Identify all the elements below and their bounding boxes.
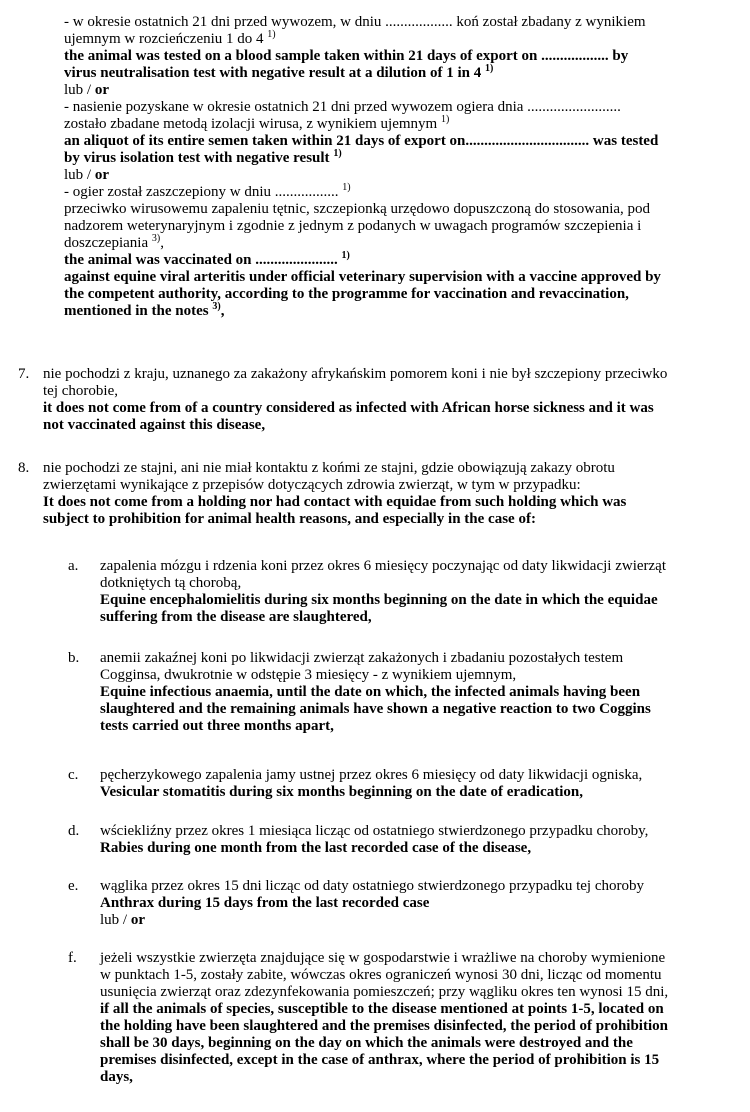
text-line: Anthrax during 15 days from the last recorded case [100,895,430,911]
clause-7-african-horse-sickness [18,366,740,434]
text-line: against equine viral arteritis under official veterinary supervision with a vaccine approved by [64,269,661,285]
clause-8b-infectious-anaemia [68,650,740,735]
text-line: It does not come from a holding nor had contact with equidae from such holding which was [43,494,627,510]
clause-8-holding-prohibition [18,460,740,528]
text-line: Cogginsa, dwukrotnie w odstępie 3 miesięcy - z wynikiem ujemnym, [100,667,517,683]
text-line: tests carried out three months apart, [100,718,334,734]
text-line: the holding have been slaughtered and the premises disinfected, the period of prohibition [100,1018,668,1034]
clause-8e-anthrax [68,878,740,929]
clause-8c-vesicular-stomatitis [68,767,740,801]
item-marker: f. [68,950,77,966]
item-marker: b. [68,650,80,666]
text-line: virus neutralisation test with negative result at a dilution of 1 in 4 $^{1)}$ [64,63,494,81]
item-marker: a. [68,558,79,574]
text-line: usunięcia zwierząt oraz zdezynfekowania pomieszczeń; przy wągliku okres ten wynosi 15 dni, [100,984,669,1000]
text-line: Vesicular stomatitis during six months beginning on the date of eradication, [100,784,583,800]
text-line: Equine infectious anaemia, until the date on which, the infected animals having been [100,684,641,700]
text-line: ujemnym w rozcieńczeniu 1 do 4 $^{1)}$ [64,29,276,47]
text-line: tej chorobie, [43,383,118,399]
text-line: - w okresie ostatnich 21 dni przed wywozem, w dniu .................. koń został zbadany z wynikiem [64,14,646,30]
text-line: zwierzętami wynikające z przepisów dotyczących zdrowia zwierząt, w tym w przypadku: [43,477,581,493]
text-line: not vaccinated against this disease, [43,417,266,433]
text-line: nie pochodzi ze stajni, ani nie miał kontaktu z końmi ze stajni, gdzie obowiązują zakazy obrotu [43,460,615,476]
text-line: the competent authority, according to the programme for vaccination and revaccination, [64,286,629,302]
clause-8a-encephalomyelitis [68,558,740,626]
text-line: zostało zbadane metodą izolacji wirusa, z wynikiem ujemnym $^{1)}$ [64,114,450,132]
text-line: jeżeli wszystkie zwierzęta znajdujące się w gospodarstwie i wrażliwe na choroby wymienione [100,950,666,966]
text-line: wąglika przez okres 15 dni licząc od daty ostatniego stwierdzonego przypadku tej choroby [100,878,644,894]
text-line: suffering from the disease are slaughtered, [100,609,372,625]
item-marker: 7. [18,366,30,382]
text-line: by virus isolation test with negative result $^{1)}$ [64,148,342,166]
text-line: slaughtered and the remaining animals have shown a negative reaction to two Coggins [100,701,651,717]
text-line: lub / or [100,912,146,928]
clause-8d-rabies [68,823,740,857]
text-line: pęcherzykowego zapalenia jamy ustnej przez okres 6 miesięcy od daty likwidacji ogniska, [100,767,643,783]
text-line: mentioned in the notes $^{3)}$, [64,301,225,319]
text-line: Equine encephalomielitis during six months beginning on the date in which the equidae [100,592,658,608]
text-line: - nasienie pozyskane w okresie ostatnich 21 dni przed wywozem ogiera dnia ......................... [64,99,621,115]
item-marker: c. [68,767,79,783]
text-line: premises disinfected, except in the case of anthrax, where the period of prohibition is 15 [100,1052,660,1068]
text-line: anemii zakaźnej koni po likwidacji zwierząt zakażonych i zbadaniu pozostałych testem [100,650,624,666]
clause-6-test-vaccination-options [64,14,740,320]
text-line: subject to prohibition for animal health reasons, and especially in the case of: [43,511,536,527]
text-line: it does not come from of a country considered as infected with African horse sickness and it was [43,400,654,416]
text-line: w punktach 1-5, zostały zabite, wówczas okres ograniczeń wynosi 30 dni, licząc od momentu [100,967,662,983]
text-line: lub / or [64,82,110,98]
text-line: nie pochodzi z kraju, uznanego za zakażony afrykańskim pomorem koni i nie był szczepiony przeciwko [43,366,668,382]
text-line: if all the animals of species, susceptible to the disease mentioned at points 1-5, located on [100,1001,664,1017]
text-line: lub / or [64,167,110,183]
text-line: doszczepiania $^{3)}$, [64,233,164,251]
text-line: wściekliźny przez okres 1 miesiąca licząc od ostatniego stwierdzonego przypadku choroby, [100,823,649,839]
text-line: zapalenia mózgu i rdzenia koni przez okres 6 miesięcy poczynając od daty likwidacji zwierząt [100,558,667,574]
text-line: dotkniętych tą chorobą, [100,575,242,591]
text-line: Rabies during one month from the last recorded case of the disease, [100,840,532,856]
item-marker: d. [68,823,80,839]
text-line: przeciwko wirusowemu zapaleniu tętnic, szczepionką urzędowo dopuszczoną do stosowania, pod [64,201,651,217]
text-line: - ogier został zaszczepiony w dniu ................. $^{1)}$ [64,182,351,200]
text-line: the animal was tested on a blood sample taken within 21 days of export on .................. by [64,48,629,64]
text-line: the animal was vaccinated on ...................... $^{1)}$ [64,250,350,268]
clause-8f-all-animals-slaughtered [68,950,740,1086]
item-marker: e. [68,878,79,894]
text-line: days, [100,1069,133,1085]
text-line: shall be 30 days, beginning on the day on which the animals were destroyed and the [100,1035,633,1051]
text-line: an aliquot of its entire semen taken within 21 days of export on................................. was tested [64,133,659,149]
item-marker: 8. [18,460,30,476]
text-line: nadzorem weterynaryjnym i zgodnie z jednym z podanych w uwagach programów szczepienia i [64,218,642,234]
